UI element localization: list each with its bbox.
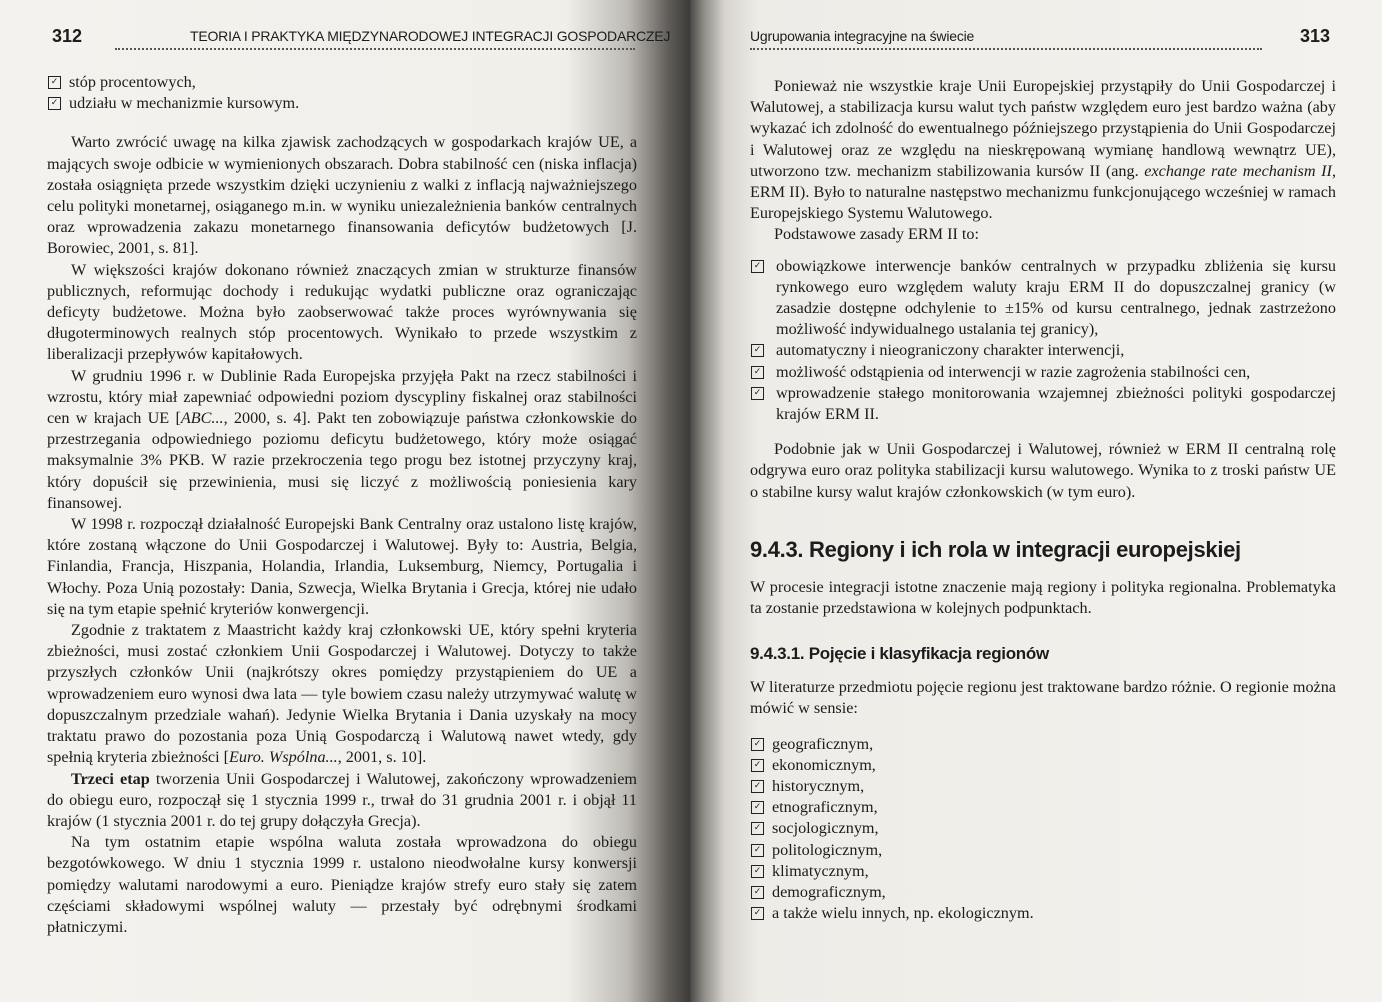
checkbox-icon: ✓ — [751, 822, 764, 835]
list-item: ✓ wprowadzenie stałego monitorowania wzajemnej zbieżności polityki gospodarczej krajów ERM II. — [750, 383, 1336, 425]
checkbox-icon: ✓ — [48, 97, 61, 110]
checkbox-icon: ✓ — [751, 780, 764, 793]
checkbox-icon: ✓ — [751, 344, 764, 357]
list-item: ✓ politologicznym, — [750, 840, 1336, 861]
rates-list — [47, 72, 637, 114]
paragraph: Podstawowe zasady ERM II to: — [774, 225, 980, 244]
region-types-list — [750, 734, 1336, 925]
list-item: ✓ socjologicznym, — [750, 818, 1336, 839]
checkbox-icon: ✓ — [751, 801, 764, 814]
paragraph: Na tym ostatnim etapie wspólna waluta została wprowadzona do obiegu bezgotówkowego. W dniu 1 stycznia 1999 r. ustalono nieodwołalne kursy konwersji pomiędzy walutami narodowymi a euro. Pieniądze krajów strefy euro stały się zatem częściami składowymi wspólnej waluty — przestały być odrębnymi środkami płatniczymi. — [47, 833, 637, 936]
list-item: ✓ etnograficznym, — [750, 797, 1336, 818]
erm-principles-list — [750, 256, 1336, 426]
checkbox-icon: ✓ — [751, 387, 764, 400]
list-item: ✓ historycznym, — [750, 776, 1336, 797]
checkbox-icon: ✓ — [751, 907, 764, 920]
page-number-right: 313 — [1300, 26, 1331, 46]
checkbox-icon: ✓ — [751, 260, 764, 273]
section-heading: 9.4.3. Regiony i ich rola w integracji europejskiej — [750, 536, 1241, 562]
page-number-left: 312 — [52, 26, 83, 46]
running-head-right: Ugrupowania integracyjne na świecie — [750, 28, 975, 44]
list-item: ✓ automatyczny i nieograniczony charakter interwencji, — [750, 340, 1336, 361]
list-item: ✓ geograficznym, — [750, 734, 1336, 755]
paragraph: W literaturze przedmiotu pojęcie regionu jest traktowane bardzo różnie. O regionie można mówić w sensie: — [750, 678, 1336, 718]
checkbox-icon: ✓ — [751, 738, 764, 751]
paragraph: Trzeci etap tworzenia Unii Gospodarczej i Walutowej, zakończony wprowadzeniem do obiegu euro, rozpoczął się 1 stycznia 1999 r., trwał do 31 grudnia 2001 r. i objął 11 krajów (1 stycznia 2001 r. do tej grupy dołączyła Grecja). — [47, 769, 637, 830]
list-item: ✓ obowiązkowe interwencje banków centralnych w przypadku zbliżenia się kursu rynkowego euro względem waluty kraju ERM II do dopuszczalnej granicy (w zasadzie dostępne odchylenie to ±15% od kursu centralnego, jednak zastrzeżono możliwość indywidualnego ustalania tej granicy), — [750, 256, 1336, 341]
list-item: ✓ demograficznym, — [750, 882, 1336, 903]
checkbox-icon: ✓ — [751, 886, 764, 899]
paragraph: Zgodnie z traktatem z Maastricht każdy kraj członkowski UE, który spełni kryteria zbieżności, musi zostać członkiem Unii Gospodarczej i Walutowej. Dotyczy to także przyszłych członków Unii (najkrótszy okres pomiędzy przystąpieniem do UE a wprowadzeniem euro wynosi dwa lata — tyle bowiem czasu należy utrzymywać walutę w dopuszczalnym przedziale wahań). Jedynie Wielka Brytania i Dania uzyskały na mocy traktatu prawo do pozostania poza Unią Gospodarczą i Walutową nawet wtedy, gdy spełnią kryteria zbieżności [Euro. Wspólna..., 2001, s. 10]. — [47, 621, 637, 767]
checkbox-icon: ✓ — [751, 844, 764, 857]
checkbox-icon: ✓ — [48, 76, 61, 89]
left-page — [0, 0, 690, 1002]
list-item: ✓ a także wielu innych, np. ekologicznym. — [750, 903, 1336, 924]
checkbox-icon: ✓ — [751, 759, 764, 772]
header-rule-right — [750, 48, 1262, 50]
paragraph: W procesie integracji istotne znaczenie mają regiony i polityka regionalna. Problematyka ta zostanie przedstawiona w kolejnych podpunktach. — [750, 577, 1336, 618]
list-item: ✓ klimatycznym, — [750, 861, 1336, 882]
left-body-text — [47, 72, 637, 938]
paragraph: Ponieważ nie wszystkie kraje Unii Europejskiej przystąpiły do Unii Gospodarczej i Walutowej, a stabilizacja kursu walut tych państw względem euro jest bardzo ważna (aby wykazać ich zdolność do ewentualnego późniejszego przystąpienia do Unii Gospodarczej i Walutowej oraz ze względu na nieskrępowaną wymianę handlową wewnątrz UE), utworzono tzw. mechanizm stabilizowania kursów II (ang. exchange rate mechanism II, ERM II). Było to naturalne następstwo mechanizmu funkcjonującego wcześniej w ramach Europejskiego Systemu Walutowego. — [750, 77, 1336, 223]
list-item: ✓ możliwość odstąpienia od interwencji w razie zagrożenia stabilności cen, — [750, 362, 1336, 383]
paragraph: W grudniu 1996 r. w Dublinie Rada Europejska przyjęła Pakt na rzecz stabilności i wzrostu, który miał zapewniać odpowiedni poziom dyscypliny fiskalnej oraz stabilności cen w krajach UE [ABC..., 2000, s. 4]. Pakt ten zobowiązuje państwa członkowskie do przestrzegania odpowiedniego poziomu deficytu budżetowego, który może osiągać maksymalnie 3% PKB. W razie przekroczenia tego progu bez istotnej przyczyny kraj, który dopuścił się przewinienia, musi się liczyć z możliwością poniesienia kary finansowej. — [47, 366, 637, 512]
right-page — [690, 0, 1382, 1002]
paragraph: Warto zwrócić uwagę na kilka zjawisk zachodzących w gospodarkach krajów UE, a mających swoje odbicie w wymienionych obszarach. Dobra stabilność cen (niska inflacja) została osiągnięta przede wszystkim dzięki uczynieniu z walki z inflacją najważniejszego celu polityki monetarnej, osiąganego m.in. w wyniku uniezależnienia banków centralnych oraz wprowadzenia zakazu monetarnego finansowania deficytów budżetowych [J. Borowiec, 2001, s. 81]. — [47, 133, 637, 258]
list-item: ✓ ekonomicznym, — [750, 755, 1336, 776]
paragraph: Podobnie jak w Unii Gospodarczej i Walutowej, również w ERM II centralną rolę odgrywa euro oraz polityka stabilizacji kursu walutowego. Wynika to z troski państw UE o stabilne kursy walut krajów członkowskich (w tym euro). — [750, 440, 1336, 501]
paragraph: W większości krajów dokonano również znaczących zmian w strukturze finansów publicznych, reformując dochody i redukując wydatki publiczne oraz ograniczając deficyty budżetowe. Można było zaobserwować także proces wyrównywania się długoterminowych realnych stóp procentowych. Wynikało to przede wszystkim z liberalizacji przepływów kapitałowych. — [47, 260, 637, 364]
paragraph: W 1998 r. rozpoczął działalność Europejski Bank Centralny oraz ustalono listę krajów, które zostaną włączone do Unii Gospodarczej i Walutowej. Były to: Austria, Belgia, Finlandia, Francja, Hiszpania, Holandia, Irlandia, Luksemburg, Niemcy, Portugalia i Włochy. Poza Unią pozostały: Dania, Szwecja, Wielka Brytania i Grecja, której nie udało się na tym etapie spełnić kryteriów konwergencji. — [47, 515, 637, 618]
list-item: ✓ udziału w mechanizmie kursowym. — [47, 93, 637, 114]
header-rule-left — [115, 48, 635, 50]
running-head-left: TEORIA I PRAKTYKA MIĘDZYNARODOWEJ INTEGRACJI GOSPODARCZEJ — [190, 28, 671, 44]
checkbox-icon: ✓ — [751, 366, 764, 379]
checkbox-icon: ✓ — [751, 865, 764, 878]
right-body-text — [750, 76, 1336, 925]
subsection-heading: 9.4.3.1. Pojęcie i klasyfikacja regionów — [750, 644, 1049, 664]
list-item: ✓ stóp procentowych, — [47, 72, 637, 93]
